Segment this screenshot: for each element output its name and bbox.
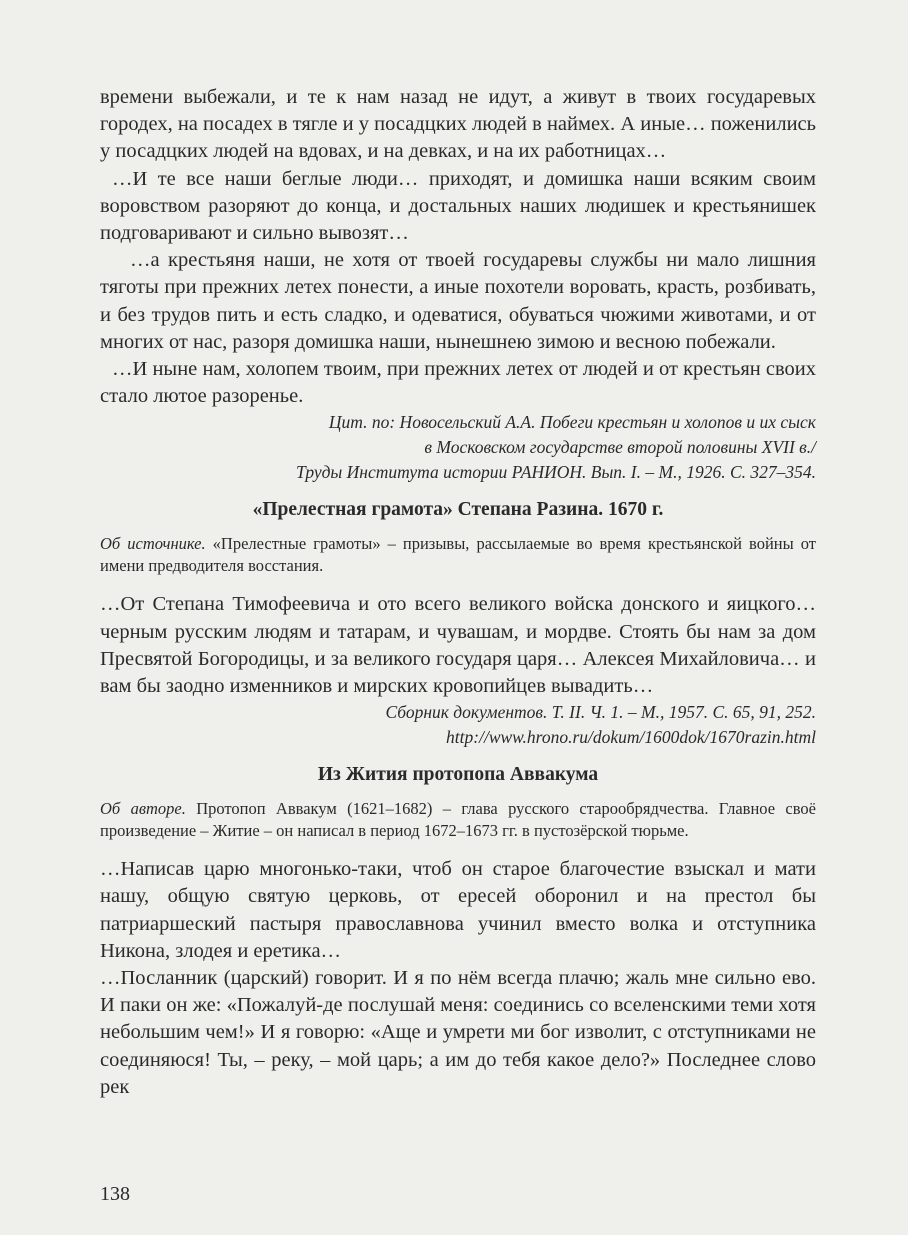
source-note (100, 533, 816, 577)
section-heading: «Прелестная грамота» Степана Разина. 1670 г. (252, 499, 664, 521)
citation-line: Сборник документов. Т. II. Ч. 1. – М., 1957. С. 65, 91, 252. (385, 702, 816, 723)
source-note-text: «Прелестные грамоты» – призывы, рассылаемые во время крестьянской войны от имени предводителя восстания. (100, 534, 817, 576)
citation-line: Труды Института истории РАНИОН. Вып. I. – М., 1926. С. 327–354. (296, 462, 816, 483)
paragraph: …Написав царю многонько-таки, чтоб он старое благочестие взыскал и мати нашу, общую святую церковь, от ересей оборонил и на престол бы патриаршеский пастыря православнова учинил вместо волка и отступника Никона, злодея и еретика… (100, 858, 816, 962)
paragraph: …И ныне нам, холопем твоим, при прежних летех от людей и от крестьян своих стало лютое разоренье. (100, 358, 816, 408)
author-note (100, 798, 816, 842)
citation-line: в Московском государстве второй половины XVII в./ (424, 437, 816, 458)
paragraph: …Посланник (царский) говорит. И я по нём всегда плачю; жаль мне сильно ево. И паки он же: «Пожалуй-де послушай меня: соединись со вселенскими теми хотя небольшим чем!» И я говорю: «Аще и умрети ми бог изволит, с отступниками не соединяюся! Ты, – реку, – мой царь; а им до тебя какое дело?» Последнее слово рек (100, 967, 816, 1098)
citation-url: http://www.hrono.ru/dokum/1600dok/1670razin.html (446, 727, 816, 748)
page-content (100, 84, 816, 1101)
author-note-label: Об авторе. (100, 799, 186, 819)
paragraph: …а крестьяня наши, не хотя от твоей государевы службы ни мало лишния тяготы при прежних летех понести, а иные похотели воровать, красть, розбивать, и без трудов пить и есть сладко, и одеватися, обуваться чюжими животами, и от многих от нас, разоря домишка наши, нынешнею зимою и весною побежали. (100, 249, 816, 353)
page-number: 138 (100, 1183, 130, 1205)
paragraph: …И те все наши беглые люди… приходят, и домишка наши всяким своим воровством разоряют до конца, и достальных наших людишек и крестьянишек подговаривают и сильно вывозят… (100, 167, 816, 245)
author-note-text: Протопоп Аввакум (1621–1682) – глава русского старообрядчества. Главное своё произведение – Житие – он написал в период 1672–1673 гг. в пустозёрской тюрьме. (100, 799, 816, 841)
citation-line: Цит. по: Новосельский А.А. Побеги крестьян и холопов и их сыск (328, 412, 816, 433)
section-heading: Из Жития протопопа Аввакума (317, 764, 599, 786)
source-note-label: Об источнике. (100, 534, 206, 554)
paragraph: времени выбежали, и те к нам назад не идут, а живут в твоих государевых городех, на посадех в тягле и у посадцких людей в наймех. А иные… поженились у посадцких людей на вдовах, и на девках, и на их работницах… (100, 86, 816, 163)
paragraph: …От Степана Тимофеевича и ото всего великого войска донского и яицкого… черным русским людям и татарам, и чувашам, и мордве. Стоять бы нам за дом Пресвятой Богородицы, и за великого государя царя… Алексея Михайловича… и вам бы заодно изменников и мирских кровопийцев вывадить… (100, 593, 816, 698)
